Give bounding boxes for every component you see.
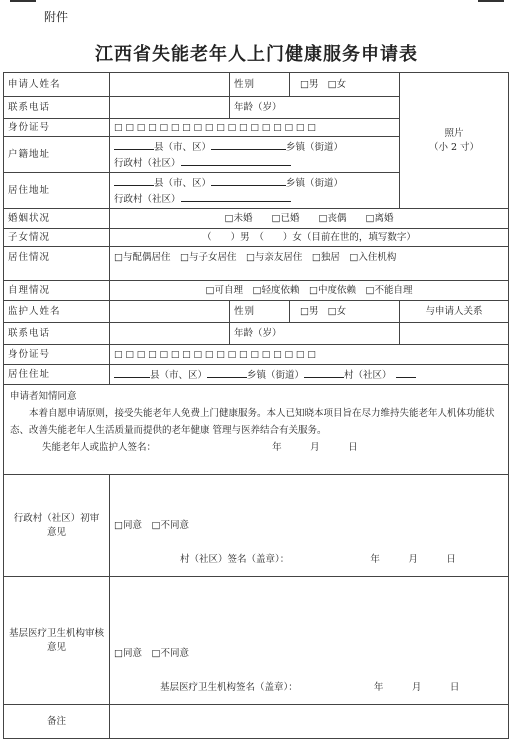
county-text: 县（市、区） bbox=[154, 177, 212, 189]
marriage-label: 婚姻状况 bbox=[4, 209, 110, 229]
village-signature-label: 村（社区）签名（盖章）： bbox=[180, 554, 290, 565]
relation-field[interactable] bbox=[400, 323, 509, 345]
application-form-table bbox=[3, 72, 509, 739]
phone-label: 联系电话 bbox=[4, 97, 110, 119]
remarks-label: 备注 bbox=[4, 705, 110, 739]
township2-text: 乡镇（街道） bbox=[247, 369, 305, 381]
top-rule-left bbox=[10, 0, 36, 2]
guardian-female-checkbox[interactable]: □女 bbox=[327, 305, 347, 317]
photo-label: 照片 bbox=[444, 127, 464, 139]
township-text: 乡镇（街道） bbox=[286, 141, 344, 153]
guardian-phone-label: 联系电话 bbox=[4, 323, 110, 345]
form-title: 江西省失能老年人上门健康服务申请表 bbox=[95, 44, 418, 65]
age-cell[interactable] bbox=[230, 97, 400, 119]
village-review-date: 年 月 日 bbox=[370, 554, 456, 565]
guardian-id-boxes[interactable]: □ □ □ □ □ □ □ □ □ □ □ □ □ □ □ □ □ □ bbox=[110, 345, 509, 365]
guardian-male-checkbox[interactable]: □男 bbox=[300, 305, 319, 317]
attachment-label: 附件 bbox=[44, 10, 69, 24]
clinic-review-cell bbox=[110, 577, 509, 705]
self-care-options[interactable]: □可自理 □轻度依赖 □中度依赖 □不能自理 bbox=[110, 281, 509, 301]
village-review-label bbox=[4, 475, 110, 577]
id-label: 身份证号 bbox=[4, 119, 110, 137]
village-review-text: 行政村（社区）初审意见 bbox=[13, 512, 100, 538]
township-text: 乡镇（街道） bbox=[286, 177, 344, 189]
guardian-name-label: 监护人姓名 bbox=[4, 301, 110, 323]
clinic-review-text: 基层医疗卫生机构审核意见 bbox=[8, 627, 104, 653]
remarks-field[interactable] bbox=[110, 705, 509, 739]
guardian-address-field[interactable] bbox=[110, 365, 509, 385]
guardian-phone-field[interactable] bbox=[110, 323, 230, 345]
phone-field[interactable] bbox=[110, 97, 230, 119]
residence-label: 居住地址 bbox=[4, 173, 110, 209]
male-checkbox[interactable]: □男 bbox=[300, 78, 319, 90]
consent-date: 年 月 日 bbox=[272, 442, 358, 453]
guardian-gender-label: 性别 bbox=[230, 301, 290, 323]
gender-label: 性别 bbox=[230, 73, 290, 97]
village-review-cell bbox=[110, 475, 509, 577]
clinic-signature-label: 基层医疗卫生机构签名（盖章）： bbox=[160, 682, 298, 693]
village-text: 行政村（社区） bbox=[114, 193, 181, 205]
village-text: 行政村（社区） bbox=[114, 157, 181, 169]
village2-text: 村（社区） bbox=[344, 369, 392, 381]
consent-signature-label: 失能老年人或监护人签名： bbox=[42, 442, 157, 453]
photo-size: （小 2 寸） bbox=[428, 141, 480, 153]
photo-cell bbox=[400, 73, 509, 209]
applicant-name-field[interactable] bbox=[110, 73, 230, 97]
guardian-gender-options[interactable] bbox=[290, 301, 400, 323]
children-label: 子女情况 bbox=[4, 229, 110, 247]
county-text: 县（市、区） bbox=[154, 141, 212, 153]
living-options[interactable]: □与配偶居住 □与子女居住 □与亲友居住 □独居 □入住机构 bbox=[110, 247, 509, 281]
children-field[interactable]: （ ）男 （ ）女（目前在世的，填写数字） bbox=[110, 229, 509, 247]
female-checkbox[interactable]: □女 bbox=[327, 78, 347, 90]
hukou-address-field[interactable] bbox=[110, 137, 400, 173]
consent-heading: 申请者知情同意 bbox=[10, 391, 77, 402]
age-label: 年龄（岁） bbox=[234, 101, 282, 113]
living-label: 居住情况 bbox=[4, 247, 110, 281]
guardian-name-field[interactable] bbox=[110, 301, 230, 323]
guardian-address-label: 居住住址 bbox=[4, 365, 110, 385]
hukou-label: 户籍地址 bbox=[4, 137, 110, 173]
guardian-age-cell[interactable] bbox=[230, 323, 400, 345]
village-review-options[interactable]: □同意 □不同意 bbox=[114, 520, 189, 531]
self-care-label: 自理情况 bbox=[4, 281, 110, 301]
top-rule-right bbox=[478, 0, 504, 2]
clinic-review-options[interactable]: □同意 □不同意 bbox=[114, 648, 189, 659]
guardian-age-label: 年龄（岁） bbox=[234, 327, 282, 339]
id-boxes[interactable]: □ □ □ □ □ □ □ □ □ □ □ □ □ □ □ □ □ □ bbox=[110, 119, 400, 137]
clinic-review-label bbox=[4, 577, 110, 705]
guardian-id-label: 身份证号 bbox=[4, 345, 110, 365]
residence-address-field[interactable] bbox=[110, 173, 400, 209]
clinic-review-date: 年 月 日 bbox=[373, 682, 460, 693]
consent-body: 本着自愿申请原则，接受失能老年人免费上门健康服务。本人已知晓本项目旨在尽力维持失能老年人机体功能状态、改善失能老年人生活质量而提供的老年健康 管理与医养结合有关服务。 bbox=[10, 408, 495, 436]
consent-section bbox=[4, 385, 509, 475]
gender-options[interactable] bbox=[290, 73, 400, 97]
county2-text: 县（市、区） bbox=[150, 369, 208, 381]
applicant-name-label: 申请人姓名 bbox=[4, 73, 110, 97]
marriage-options[interactable]: □未婚 □已婚 □丧偶 □离婚 bbox=[110, 209, 509, 229]
relation-label: 与申请人关系 bbox=[400, 301, 509, 323]
